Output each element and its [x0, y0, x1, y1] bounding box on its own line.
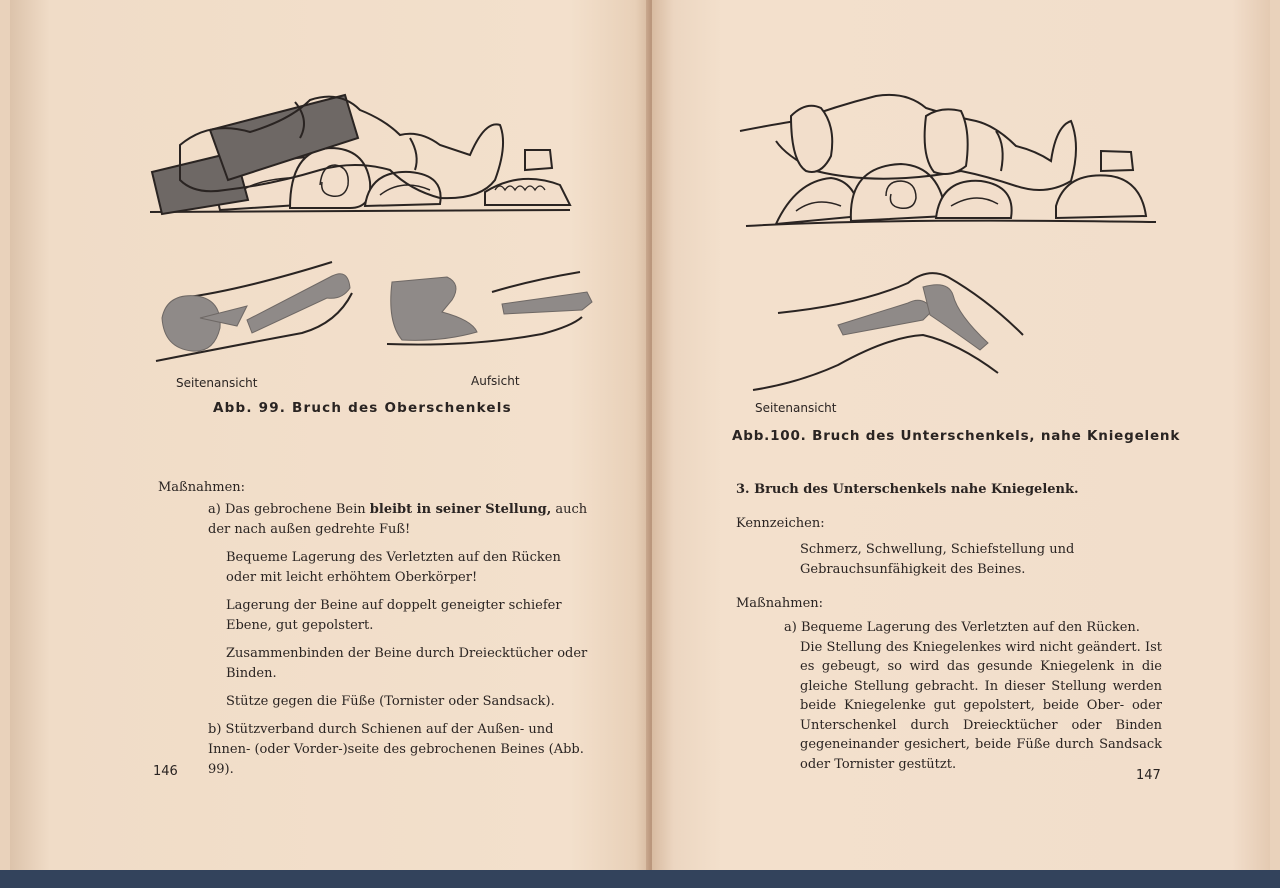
figure-caption-99: Abb. 99. Bruch des Oberschenkels	[213, 400, 512, 416]
list-marker-a: a)	[208, 502, 221, 517]
paragraph-zusammenbinden: Zusammenbinden der Beine durch Dreiecktücher oder Binden.	[226, 646, 588, 681]
right-page	[652, 0, 1270, 876]
femur-xray-side-view	[152, 258, 362, 373]
paragraph-lagerung-beine: Lagerung der Beine auf doppelt geneigter schiefer Ebene, gut gepolstert.	[226, 598, 562, 633]
measure-b	[208, 720, 588, 780]
measure-a-body: Die Stellung des Kniegelenkes wird nicht geändert. Ist es gebeugt, so wird das gesunde Kniegelenk in die gleiche Stellung gebracht. In dieser Stellung werden beide Kniegelenke gut gepolstert, beide Ober- oder Unterschenkel durch Dreiecktücher oder Binden gegeneinander gesichert, beide Füße durch Sandsack oder Tornister gestützt.	[800, 639, 1162, 772]
signs-heading: Kennzeichen:	[736, 516, 825, 531]
page-number-left: 146	[153, 764, 178, 779]
measure-a-lead	[208, 500, 588, 540]
measure-a-block-right	[784, 618, 1162, 774]
section-heading-3: 3. Bruch des Unterschenkels nahe Kniegelenk.	[736, 482, 1079, 497]
left-page	[10, 0, 650, 876]
measure-a-emphasis: bleibt in seiner Stellung,	[369, 502, 552, 517]
figure-label-side-view-right: Seitenansicht	[755, 401, 837, 415]
measure-a-first-line	[784, 618, 1162, 638]
measure-a-text: Das gebrochene Bein	[224, 502, 366, 517]
measures-heading-left: Maßnahmen:	[158, 480, 246, 495]
measures-heading-right: Maßnahmen:	[736, 596, 824, 611]
measure-b-text: Stützverband durch Schienen auf der Außen- und Innen- (oder Vorder-)seite des gebrochenen Beines (Abb. 99).	[208, 722, 584, 777]
figure-label-side-view: Seitenansicht	[176, 376, 258, 390]
list-marker-a-right: a)	[784, 620, 797, 635]
measure-a-rest: auch der nach außen gedrehte Fuß!	[208, 502, 588, 537]
leg-splint-illustration-right	[736, 86, 1166, 231]
lower-leg-xray-side-view	[748, 265, 1028, 395]
page-number-right: 147	[1136, 768, 1161, 783]
measure-a-first-text: Bequeme Lagerung des Verletzten auf den Rücken.	[800, 620, 1140, 635]
list-marker-b: b)	[208, 722, 222, 737]
paragraph-stuetze: Stütze gegen die Füße (Tornister oder Sandsack).	[226, 694, 555, 709]
femur-xray-top-view	[382, 262, 602, 357]
paragraph-lagerung-ruecken: Bequeme Lagerung des Verletzten auf den Rücken oder mit leicht erhöhtem Oberkörper!	[226, 550, 561, 585]
desk-background	[0, 870, 1280, 888]
figure-caption-100: Abb.100. Bruch des Unterschenkels, nahe Kniegelenk	[732, 428, 1181, 444]
figure-label-top-view: Aufsicht	[471, 374, 520, 388]
signs-text: Schmerz, Schwellung, Schiefstellung und Gebrauchsunfähigkeit des Beines.	[800, 542, 1075, 577]
leg-splint-illustration-left	[140, 90, 580, 220]
measure-a-block-left	[208, 500, 588, 788]
